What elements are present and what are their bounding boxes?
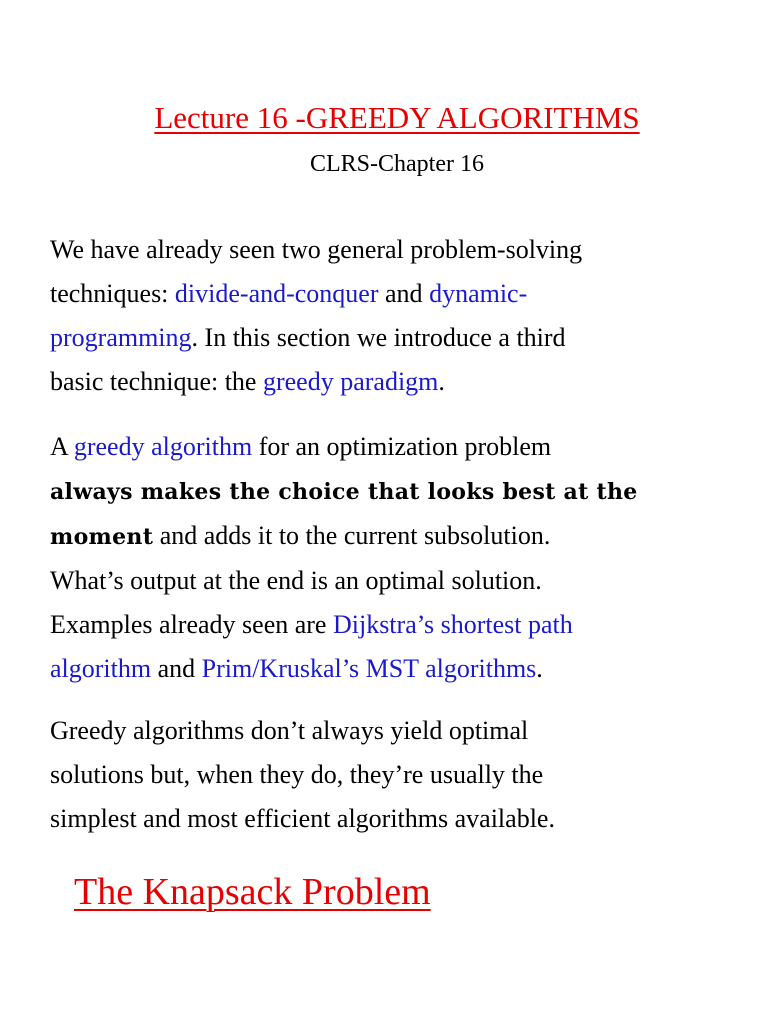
paragraph-line <box>50 603 750 647</box>
paragraph-line <box>50 272 750 316</box>
paragraph-line: Greedy algorithms don’t always yield optimal <box>50 716 529 745</box>
paragraph-line <box>50 469 750 514</box>
text-run: . <box>536 654 543 683</box>
greedy-limitations-paragraph <box>50 709 750 841</box>
text-run: We have already seen two general problem-solving <box>50 235 583 264</box>
term-greedy-algorithm: greedy algorithm <box>73 432 253 461</box>
text-run: and <box>378 279 430 308</box>
text-run: . <box>438 367 445 396</box>
intro-paragraph <box>50 228 750 404</box>
term-dijkstra: Dijkstra’s shortest path <box>332 610 573 639</box>
paragraph-line <box>50 559 750 603</box>
emphasis-text: moment <box>50 524 154 550</box>
term-prim-kruskal: Prim/Kruskal’s MST algorithms <box>201 654 537 683</box>
text-run: . In this section we introduce a third <box>191 323 566 352</box>
term-dijkstra: algorithm <box>50 654 152 683</box>
paragraph-line <box>50 360 750 404</box>
term-dynamic-programming: dynamic- <box>429 279 528 308</box>
paragraph-line <box>50 647 750 691</box>
term-greedy-paradigm: greedy paradigm <box>262 367 439 396</box>
text-run: techniques: <box>50 279 175 308</box>
paragraph-line <box>50 425 750 469</box>
lecture-title: Lecture 16 -GREEDY ALGORITHMS <box>154 100 640 135</box>
text-run: for an optimization problem <box>252 432 552 461</box>
emphasis-text: always makes the choice that looks best at the <box>50 479 638 505</box>
term-dynamic-programming: programming <box>50 323 192 352</box>
text-run: and adds it to the current subsolution. <box>153 521 551 550</box>
section-heading-knapsack: The Knapsack Problem <box>74 871 431 913</box>
paragraph-line <box>50 316 750 360</box>
text-run: and <box>151 654 202 683</box>
text-run: Examples already seen are <box>50 610 333 639</box>
paragraph-line <box>50 514 750 559</box>
chapter-reference: CLRS-Chapter 16 <box>310 151 484 177</box>
paragraph-line <box>50 228 750 272</box>
text-run: A <box>50 432 74 461</box>
paragraph-line: simplest and most efficient algorithms available. <box>50 804 555 833</box>
greedy-definition-paragraph <box>50 425 750 691</box>
term-divide-and-conquer: divide-and-conquer <box>174 279 379 308</box>
text-run: basic technique: the <box>50 367 263 396</box>
text-run: What’s output at the end is an optimal solution. <box>50 566 542 595</box>
paragraph-line: solutions but, when they do, they’re usually the <box>50 760 544 789</box>
